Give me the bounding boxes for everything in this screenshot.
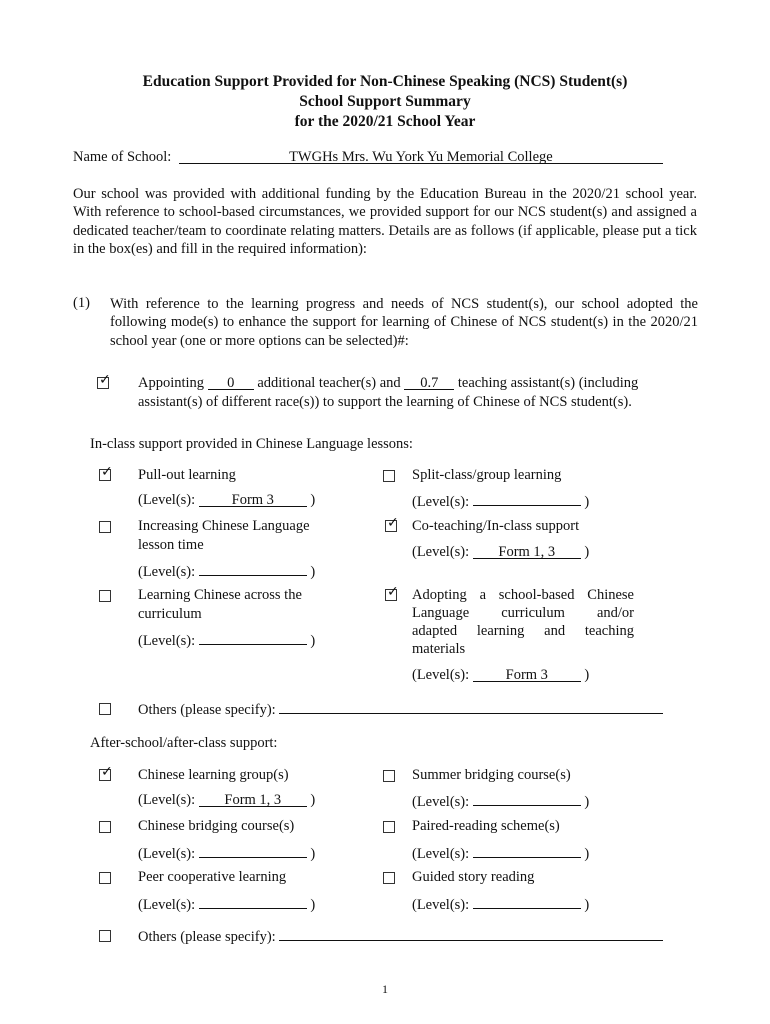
inclass-others-row [138, 700, 663, 719]
close-paren: ) [310, 846, 316, 862]
peer-level-field[interactable] [199, 895, 307, 909]
close-paren: ) [584, 494, 590, 510]
close-paren: ) [310, 897, 316, 913]
page-number: 1 [382, 982, 388, 996]
pullout-checkbox[interactable] [99, 464, 113, 481]
peer-label: Peer cooperative learning [138, 869, 287, 885]
afterschool-others-row [138, 927, 663, 946]
bridging-level-row [138, 844, 315, 863]
close-paren: ) [584, 897, 590, 913]
doc-title-line2: School Support Summary [299, 93, 471, 110]
level-label: (Level(s): [138, 792, 196, 808]
bridging-level-field[interactable] [199, 844, 307, 858]
assistants-field[interactable] [404, 376, 454, 390]
adopting-line4: materials [412, 641, 466, 657]
bridging-label: Chinese bridging course(s) [138, 818, 295, 834]
bridging-checkbox[interactable] [99, 821, 111, 833]
appointing-line1 [138, 375, 638, 392]
check-icon: ✓ [387, 584, 399, 600]
adopting-level-row [412, 667, 589, 684]
level-label: (Level(s): [138, 564, 196, 580]
guided-level-row [412, 895, 589, 914]
level-label: (Level(s): [412, 667, 470, 683]
group-level-value: Form 1, 3 [224, 792, 282, 808]
guided-level-field[interactable] [473, 895, 581, 909]
increasing-label-line1: Increasing Chinese Language [138, 518, 310, 534]
inclass-others-field[interactable] [279, 700, 663, 714]
doc-title-line3: for the 2020/21 School Year [294, 113, 476, 130]
increasing-label-line2: lesson time [138, 537, 204, 553]
close-paren: ) [310, 792, 316, 808]
level-label: (Level(s): [138, 633, 196, 649]
close-paren: ) [584, 544, 590, 560]
school-name-value: TWGHs Mrs. Wu York Yu Memorial College [289, 149, 553, 165]
split-label: Split-class/group learning [412, 467, 562, 483]
assistants-value: 0.7 [420, 375, 439, 391]
group-checkbox[interactable] [99, 764, 113, 781]
afterschool-others-field[interactable] [279, 927, 663, 941]
guided-label: Guided story reading [412, 869, 535, 885]
increasing-checkbox[interactable] [99, 521, 111, 533]
adopting-level-value: Form 3 [505, 667, 548, 683]
summer-level-row [412, 792, 589, 811]
section-1-text: With reference to the learning progress and needs of NCS student(s), our school adopted the following mode(s) to enhance the support for learning of Chinese of NCS student(s) in the 2020/21 school year (one or more options can be selected)#: [110, 296, 698, 349]
paired-label: Paired-reading scheme(s) [412, 818, 560, 834]
coteach-label: Co-teaching/In-class support [412, 518, 580, 534]
paired-level-field[interactable] [473, 844, 581, 858]
check-icon: ✓ [101, 764, 113, 780]
doc-title-line1: Education Support Provided for Non-Chinese Speaking (NCS) Student(s) [142, 73, 628, 90]
appointing-middle: additional teacher(s) and [257, 375, 401, 391]
afterschool-heading: After-school/after-class support: [90, 735, 278, 751]
afterschool-others-label: Others (please specify): [138, 929, 276, 945]
increasing-level-row [138, 562, 315, 581]
appointing-line2: assistant(s) of different race(s)) to support the learning of Chinese of NCS student(s). [138, 394, 632, 410]
coteach-level-field[interactable] [473, 545, 581, 559]
close-paren: ) [310, 492, 316, 508]
level-label: (Level(s): [138, 846, 196, 862]
adopting-level-field[interactable] [473, 668, 581, 682]
summer-checkbox[interactable] [383, 770, 395, 782]
across-label-line1: Learning Chinese across the [138, 587, 302, 603]
teachers-field[interactable] [208, 376, 254, 390]
adopting-checkbox[interactable] [385, 584, 399, 601]
close-paren: ) [310, 633, 316, 649]
adopting-line1: Adopting a school-based Chinese [412, 587, 634, 603]
guided-checkbox[interactable] [383, 872, 395, 884]
intro-paragraph: Our school was provided with additional funding by the Education Bureau in the 2020/21 school year. With reference to school-based circumstances, we provided support for our NCS student(s) and assigned a dedicated teacher/team to coordinate relating matters. Details are as follows (if applicable, please put a tick in the box(es) and fill in the required information): [73, 186, 697, 257]
paired-level-row [412, 844, 589, 863]
group-level-row [138, 792, 315, 809]
level-label: (Level(s): [138, 897, 196, 913]
level-label: (Level(s): [412, 794, 470, 810]
coteach-checkbox[interactable] [385, 515, 399, 532]
inclass-heading: In-class support provided in Chinese Language lessons: [90, 436, 413, 452]
pullout-level-row [138, 492, 315, 509]
coteach-level-row [412, 544, 589, 561]
level-label: (Level(s): [412, 846, 470, 862]
check-icon: ✓ [101, 464, 113, 480]
split-level-field[interactable] [473, 492, 581, 506]
check-icon: ✓ [387, 515, 399, 531]
across-label-line2: curriculum [138, 606, 202, 622]
peer-level-row [138, 895, 315, 914]
close-paren: ) [584, 846, 590, 862]
pullout-label: Pull-out learning [138, 467, 236, 483]
section-number: (1) [73, 295, 90, 311]
adopting-line2: Language curriculum and/or [412, 605, 634, 621]
appointing-checkbox[interactable] [97, 372, 111, 389]
across-level-field[interactable] [199, 631, 307, 645]
school-name-field[interactable] [179, 150, 663, 164]
split-level-row [412, 492, 589, 511]
adopting-line3: adapted learning and teaching [412, 623, 634, 639]
level-label: (Level(s): [412, 897, 470, 913]
appointing-suffix: teaching assistant(s) (including [457, 375, 639, 391]
teachers-value: 0 [227, 375, 235, 391]
split-checkbox[interactable] [383, 470, 395, 482]
group-label: Chinese learning group(s) [138, 767, 289, 783]
inclass-others-label: Others (please specify): [138, 702, 276, 718]
appointing-prefix: Appointing [138, 375, 205, 391]
close-paren: ) [584, 667, 590, 683]
increasing-level-field[interactable] [199, 562, 307, 576]
summer-level-field[interactable] [473, 792, 581, 806]
pullout-level-value: Form 3 [231, 492, 274, 508]
pullout-level-field[interactable] [199, 493, 307, 507]
group-level-field[interactable] [199, 793, 307, 807]
level-label: (Level(s): [138, 492, 196, 508]
afterschool-others-checkbox[interactable] [99, 930, 111, 942]
school-name-row [73, 149, 663, 166]
check-icon: ✓ [99, 372, 111, 388]
across-level-row [138, 631, 315, 650]
close-paren: ) [584, 794, 590, 810]
paired-checkbox[interactable] [383, 821, 395, 833]
level-label: (Level(s): [412, 494, 470, 510]
across-checkbox[interactable] [99, 590, 111, 602]
level-label: (Level(s): [412, 544, 470, 560]
peer-checkbox[interactable] [99, 872, 111, 884]
inclass-others-checkbox[interactable] [99, 703, 111, 715]
summer-label: Summer bridging course(s) [412, 767, 571, 783]
coteach-level-value: Form 1, 3 [498, 544, 556, 560]
school-name-label: Name of School: [73, 149, 172, 165]
close-paren: ) [310, 564, 316, 580]
